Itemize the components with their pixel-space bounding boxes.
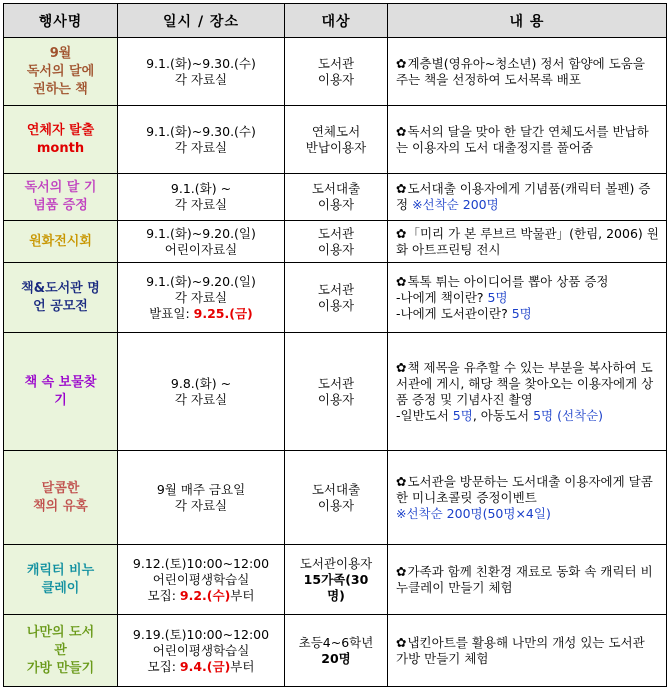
- recruit-tail: 부터: [230, 658, 255, 674]
- place-line: 각 자료실: [174, 71, 228, 87]
- flower-bullet-icon: ✿: [396, 225, 407, 241]
- event-name: [4, 545, 118, 615]
- event-date: [118, 221, 285, 263]
- sub-item-label: -나에게 도서관이란?: [396, 305, 512, 321]
- recruit-label: 모집:: [147, 587, 180, 603]
- sub-item: [396, 408, 660, 424]
- sub-item-count: 5명: [511, 305, 532, 321]
- table-row: [4, 221, 667, 263]
- flower-bullet-icon: ✿: [396, 181, 407, 196]
- header-row: [4, 4, 667, 38]
- announce-label: 발표일:: [149, 305, 194, 321]
- event-content: [388, 106, 667, 174]
- table-row: [4, 333, 667, 451]
- event-name-text: 캐릭터 비누 클레이: [26, 562, 95, 596]
- event-target: [285, 615, 388, 687]
- date-line: 9.1.(화)~9.20.(일): [146, 273, 256, 289]
- target-count: 20명: [321, 650, 351, 666]
- event-name: [4, 38, 118, 106]
- date-line: 9.1.(화)~9.20.(일): [146, 225, 256, 241]
- event-date: [118, 451, 285, 545]
- flower-bullet-icon: ✿: [396, 634, 407, 650]
- place-line: 각 자료실: [174, 391, 228, 407]
- event-name: [4, 451, 118, 545]
- content-text: 도서관을 방문하는 도서대출 이용자에게 달콤한 미니초콜릿 증정이벤트: [396, 473, 653, 505]
- event-content: [388, 615, 667, 687]
- event-name-text: 책 속 보물찾 기: [24, 374, 97, 408]
- content-text: 계층별(영유아~청소년) 정서 함양에 도움을 주는 책을 선정하여 도서목록 배포: [396, 55, 645, 87]
- event-target: [285, 333, 388, 451]
- event-target: [285, 38, 388, 106]
- target-count: 15가족(30 명): [303, 571, 369, 603]
- content-text: 도서대출 이용자에게 기념품(캐릭터 볼펜) 증정: [396, 181, 651, 212]
- content-text: 냅킨아트를 활용해 나만의 개성 있는 도서관 가방 만들기 체험: [396, 634, 645, 666]
- target-text: 도서관이용자: [299, 555, 373, 571]
- event-name: [4, 174, 118, 221]
- table-row: [4, 451, 667, 545]
- event-date: [118, 545, 285, 615]
- sub-item-count: 5명 (선착순): [533, 407, 604, 423]
- target-text: 연체도서 반납이용자: [305, 123, 367, 155]
- content-text: 독서의 달을 맞아 한 달간 연체도서를 반납하는 이용자의 도서 대출정지를 풀어줌: [396, 123, 649, 155]
- event-target: [285, 221, 388, 263]
- flower-bullet-icon: ✿: [396, 273, 407, 289]
- event-content: [388, 333, 667, 451]
- place-line: 각 자료실: [174, 197, 228, 212]
- event-content: [388, 221, 667, 263]
- content-text: 책 제목을 유추할 수 있는 부분을 복사하여 도서관에 게시, 해당 책을 찾아오는 이용자에게 상품 증정 및 기념사진 촬영: [396, 359, 654, 407]
- content-highlight: ※선착순 200명(50명×4일): [396, 505, 551, 521]
- sub-item-label: -일반도서: [396, 407, 453, 423]
- sub-item: [396, 306, 660, 322]
- event-name: [4, 615, 118, 687]
- event-content: [388, 545, 667, 615]
- event-date: [118, 263, 285, 333]
- event-name-text: 9월 독서의 달에 권하는 책: [26, 45, 95, 97]
- recruit-date: 9.2.(수): [179, 587, 231, 603]
- event-date: [118, 333, 285, 451]
- event-name-text: 달콤한 책의 유혹: [33, 480, 88, 514]
- flower-bullet-icon: ✿: [396, 55, 407, 71]
- event-content: [388, 174, 667, 221]
- content-text: 「미리 가 본 루브르 박물관」(한림, 2006) 원화 아트프린팅 전시: [396, 225, 659, 257]
- sub-item-label: , 아동도서: [472, 407, 534, 423]
- date-line: 9.1.(화) ~: [170, 181, 232, 196]
- header-date: 일시 / 장소: [118, 4, 285, 38]
- event-date: [118, 615, 285, 687]
- place-line: 어린이평생학습실: [152, 571, 250, 587]
- recruit-tail: 부터: [230, 587, 255, 603]
- sub-item-count: 5명: [487, 289, 508, 305]
- event-target: [285, 451, 388, 545]
- event-name-text: 연체자 탈출 month: [26, 122, 95, 156]
- target-text: 도서관 이용자: [317, 55, 355, 87]
- flower-bullet-icon: ✿: [396, 123, 407, 139]
- event-name-text: 독서의 달 기 념품 증정: [24, 180, 97, 213]
- target-text: 도서대출 이용자: [311, 481, 361, 513]
- event-table: [3, 3, 667, 687]
- event-date: [118, 174, 285, 221]
- sub-item-label: -나에게 책이란?: [396, 289, 488, 305]
- sub-item-count: 5명: [452, 407, 473, 423]
- target-text: 초등4~6학년: [298, 634, 374, 650]
- date-line: 9.19.(토)10:00~12:00: [132, 626, 270, 642]
- event-target: [285, 545, 388, 615]
- flower-bullet-icon: ✿: [396, 563, 407, 579]
- event-target: [285, 106, 388, 174]
- event-date: [118, 38, 285, 106]
- event-name-text: 나만의 도서 관 가방 만들기: [26, 624, 95, 676]
- event-name: [4, 333, 118, 451]
- announce-date: 9.25.(금): [193, 305, 253, 321]
- table-row: [4, 615, 667, 687]
- table-row: [4, 174, 667, 221]
- date-line: 9.8.(화) ~: [170, 375, 232, 391]
- target-text: 도서관 이용자: [317, 281, 355, 313]
- flower-bullet-icon: ✿: [396, 359, 407, 375]
- target-text: 도서대출 이용자: [311, 181, 361, 212]
- place-line: 어린이자료실: [164, 241, 238, 257]
- announce-line: [118, 306, 284, 322]
- recruit-line: [118, 659, 284, 675]
- event-target: [285, 263, 388, 333]
- event-content: [388, 38, 667, 106]
- table-row: [4, 545, 667, 615]
- event-target: [285, 174, 388, 221]
- event-content: [388, 451, 667, 545]
- event-name: [4, 263, 118, 333]
- recruit-date: 9.4.(금): [179, 658, 231, 674]
- place-line: 각 자료실: [174, 139, 228, 155]
- content-text: 가족과 함께 친환경 재료로 동화 속 캐릭터 비누클레이 만들기 체험: [396, 563, 653, 595]
- table-row: [4, 106, 667, 174]
- event-name: [4, 106, 118, 174]
- flower-bullet-icon: ✿: [396, 473, 407, 489]
- header-name: 행사명: [4, 4, 118, 38]
- date-line: 9.1.(화)~9.30.(수): [146, 123, 256, 139]
- target-text: 도서관 이용자: [317, 375, 355, 407]
- date-line: 9.1.(화)~9.30.(수): [146, 55, 256, 71]
- place-line: 각 자료실: [174, 289, 228, 305]
- table-row: [4, 263, 667, 333]
- target-text: 도서관 이용자: [317, 225, 355, 257]
- event-name: [4, 221, 118, 263]
- place-line: 어린이평생학습실: [152, 642, 250, 658]
- header-target: 대상: [285, 4, 388, 38]
- event-content: [388, 263, 667, 333]
- sub-item: [396, 290, 660, 306]
- date-line: 9.12.(토)10:00~12:00: [132, 555, 270, 571]
- event-name-text: 책&도서관 명 언 공모전: [21, 280, 100, 314]
- recruit-label: 모집:: [147, 658, 180, 674]
- content-highlight: ※선착순 200명: [412, 197, 499, 212]
- table-row: [4, 38, 667, 106]
- content-text: 톡톡 튀는 아이디어를 뽑아 상품 증정: [407, 273, 609, 289]
- header-content: 내 용: [388, 4, 667, 38]
- event-table-container: [3, 3, 666, 687]
- place-line: 각 자료실: [174, 497, 228, 513]
- recruit-line: [118, 588, 284, 604]
- event-name-text: 원화전시회: [29, 233, 92, 249]
- event-date: [118, 106, 285, 174]
- date-line: 9월 매주 금요일: [156, 481, 246, 497]
